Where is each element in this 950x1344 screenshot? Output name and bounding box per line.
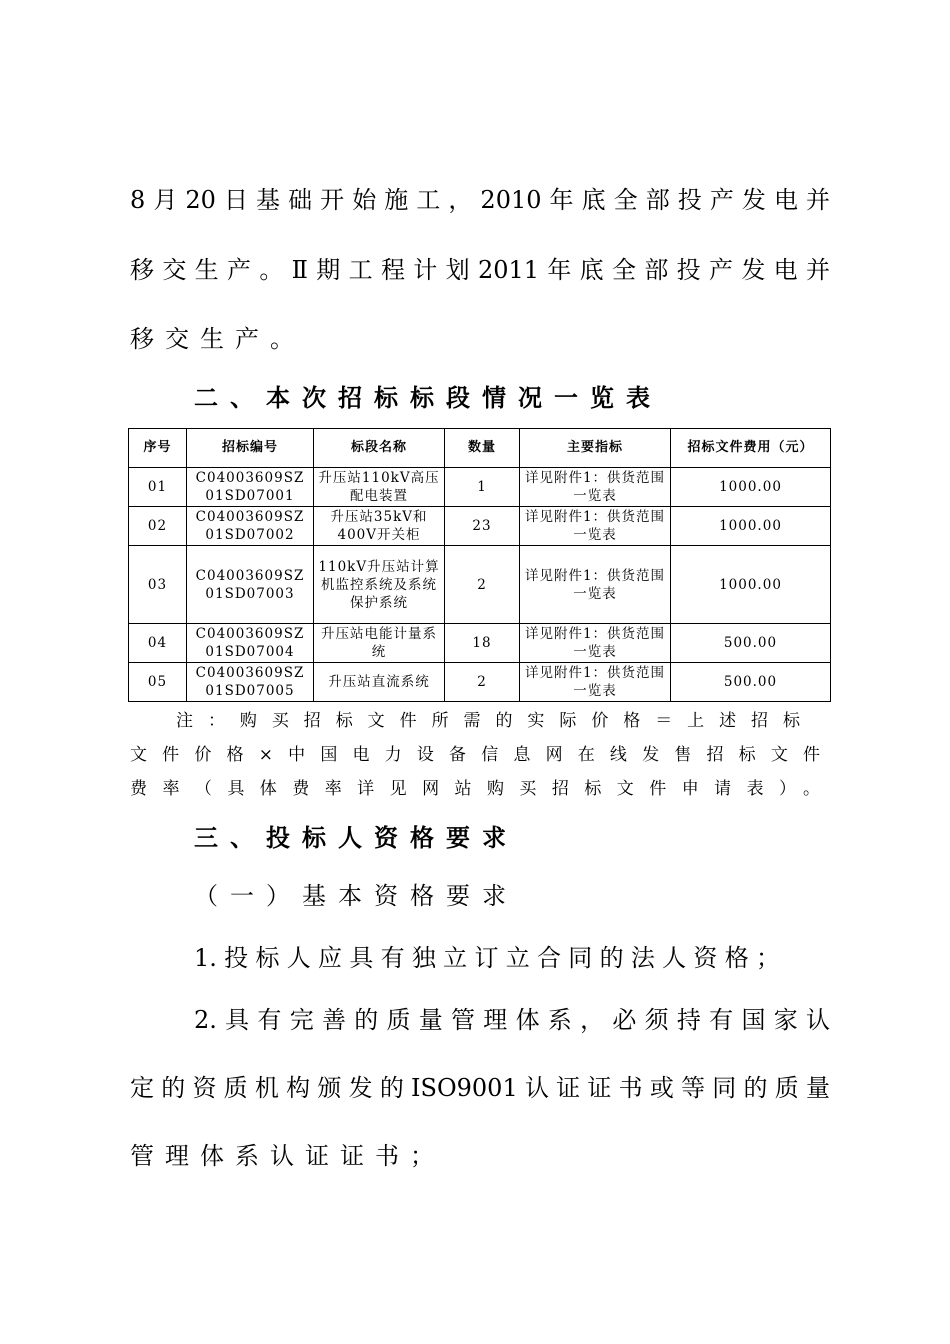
bid-sections-table (128, 428, 831, 702)
cell-code: C04003609SZ01SD07004 (187, 624, 314, 663)
cell-name: 升压站电能计量系统 (314, 624, 445, 663)
subsection-1-heading: （一）基本资格要求 (194, 882, 518, 910)
cell-qty: 23 (445, 507, 520, 546)
cell-name: 升压站直流系统 (314, 663, 445, 702)
cell-spec: 详见附件1：供货范围一览表 (520, 468, 671, 507)
requirement-2-line-3: 管理体系认证证书； (130, 1142, 445, 1170)
cell-code: C04003609SZ01SD07001 (187, 468, 314, 507)
table-row (129, 624, 831, 663)
cell-fee: 1000.00 (671, 468, 831, 507)
cell-spec: 详见附件1：供货范围一览表 (520, 624, 671, 663)
cell-no: 01 (129, 468, 187, 507)
note-line-3: 费率（具体费率详见网站购买招标文件申请表）。 (130, 779, 820, 799)
header-qty: 数量 (445, 429, 520, 468)
table-row (129, 663, 831, 702)
requirement-2-line-2: 定的资质机构颁发的ISO9001认证证书或等同的质量 (130, 1074, 830, 1102)
header-code: 招标编号 (187, 429, 314, 468)
cell-spec: 详见附件1：供货范围一览表 (520, 507, 671, 546)
section-2-heading: 二、本次招标标段情况一览表 (194, 384, 662, 412)
cell-no: 05 (129, 663, 187, 702)
cell-no: 04 (129, 624, 187, 663)
cell-code: C04003609SZ01SD07003 (187, 546, 314, 624)
cell-qty: 1 (445, 468, 520, 507)
cell-qty: 2 (445, 663, 520, 702)
cell-name: 升压站110kV高压配电装置 (314, 468, 445, 507)
note-line-1: 注：购买招标文件所需的实际价格＝上述招标 (176, 711, 800, 731)
table-row (129, 507, 831, 546)
section-3-heading: 三、投标人资格要求 (194, 824, 518, 852)
cell-fee: 1000.00 (671, 546, 831, 624)
header-no: 序号 (129, 429, 187, 468)
table-row (129, 546, 831, 624)
requirement-1: 1.投标人应具有独立订立合同的法人资格； (194, 944, 780, 972)
cell-qty: 2 (445, 546, 520, 624)
intro-line-2: 移交生产。Ⅱ期工程计划2011年底全部投产发电并 (130, 256, 830, 284)
cell-spec: 详见附件1：供货范围一览表 (520, 546, 671, 624)
cell-code: C04003609SZ01SD07005 (187, 663, 314, 702)
cell-name: 升压站35kV和400V开关柜 (314, 507, 445, 546)
note-line-2: 文件价格×中国电力设备信息网在线发售招标文件 (130, 745, 820, 765)
cell-fee: 500.00 (671, 624, 831, 663)
cell-spec: 详见附件1：供货范围一览表 (520, 663, 671, 702)
table-header-row (129, 429, 831, 468)
header-spec: 主要指标 (520, 429, 671, 468)
table-row (129, 468, 831, 507)
cell-fee: 500.00 (671, 663, 831, 702)
header-fee: 招标文件费用（元） (671, 429, 831, 468)
intro-line-1: 8月20日基础开始施工，2010年底全部投产发电并 (130, 186, 830, 214)
cell-name: 110kV升压站计算机监控系统及系统保护系统 (314, 546, 445, 624)
intro-line-3: 移交生产。 (130, 325, 305, 353)
cell-no: 02 (129, 507, 187, 546)
requirement-2-line-1: 2.具有完善的质量管理体系，必须持有国家认 (194, 1006, 830, 1034)
cell-no: 03 (129, 546, 187, 624)
cell-fee: 1000.00 (671, 507, 831, 546)
cell-code: C04003609SZ01SD07002 (187, 507, 314, 546)
cell-qty: 18 (445, 624, 520, 663)
header-name: 标段名称 (314, 429, 445, 468)
